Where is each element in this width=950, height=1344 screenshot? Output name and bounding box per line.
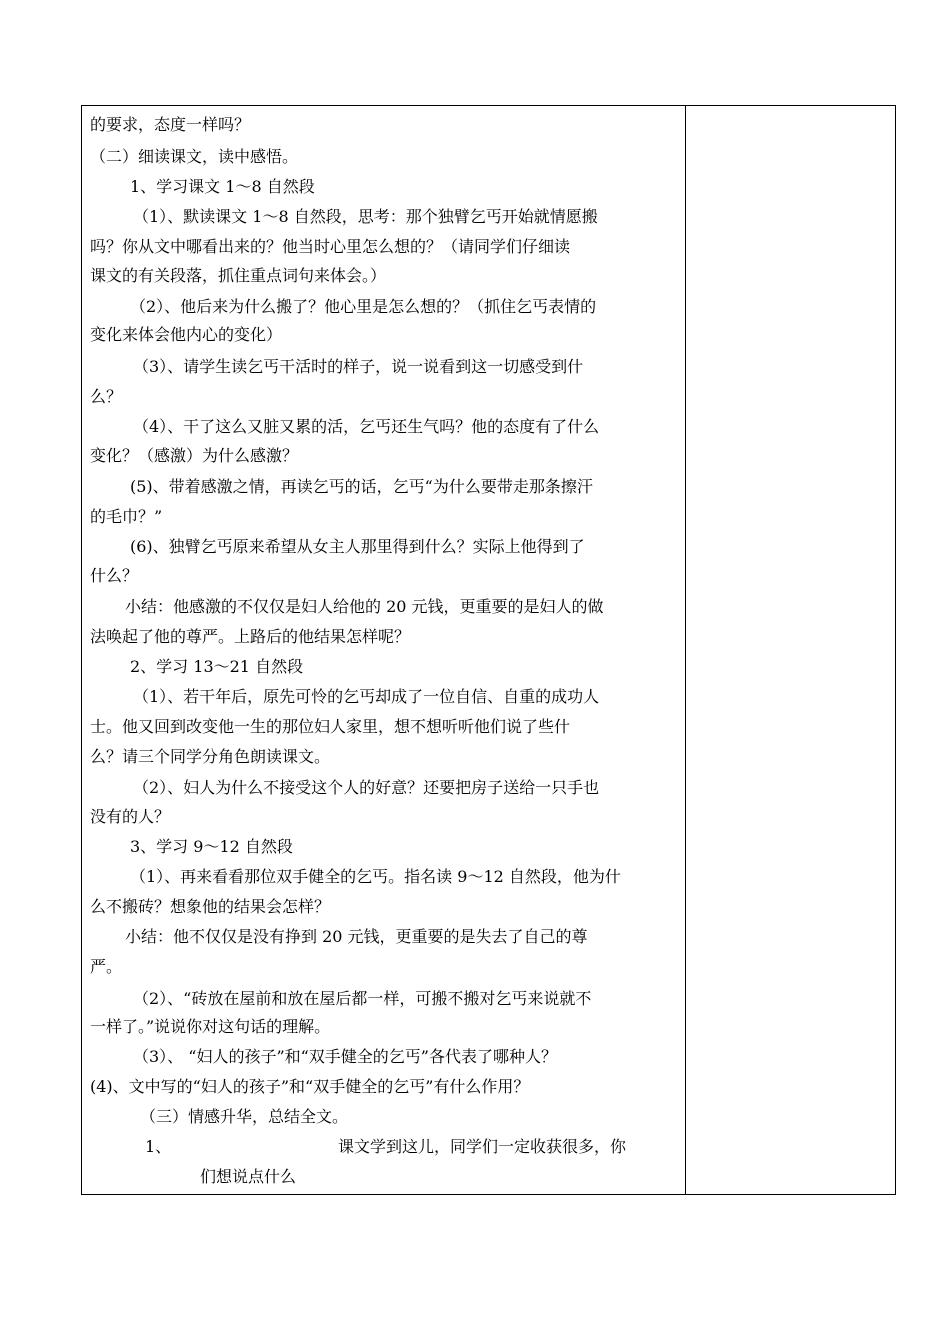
lesson-content-cell [90, 106, 678, 1194]
text-line: 么不搬砖？想象他的结果会怎样？ [90, 897, 331, 916]
text-line: （4）、干了这么又脏又累的活，乞丐还生气吗？他的态度有了什么 [133, 417, 600, 436]
text-line: （1）、若干年后，原先可怜的乞丐却成了一位自信、自重的成功人 [133, 687, 600, 706]
lesson-plan-table [81, 105, 896, 1195]
text-line: 的要求，态度一样吗？ [90, 115, 251, 134]
summary-line: 严。 [90, 957, 123, 976]
list-marker: 1、 [145, 1137, 172, 1156]
text-line: 变化？（感激）为什么感激？ [90, 446, 299, 465]
summary-line: 法唤起了他的尊严。上路后的他结果怎样呢？ [90, 627, 411, 646]
text-line: 士。他又回到改变他一生的那位妇人家里，想不想听听他们说了些什 [90, 717, 571, 736]
text-line: （3）、请学生读乞丐干活时的样子，说一说看到这一切感受到什 [133, 357, 584, 376]
text-line: （1）、默读课文 1～8 自然段，思考：那个独臂乞丐开始就情愿搬 [133, 207, 598, 226]
subsection-heading: 3、学习 9～12 自然段 [130, 837, 293, 856]
section-heading: （三）情感升华，总结全文。 [140, 1107, 349, 1126]
text-line: (5)、带着感激之情，再读乞丐的话，乞丐“为什么要带走那条擦汗 [130, 477, 593, 496]
text-line: 一样了。”说说你对这句话的理解。 [90, 1017, 331, 1036]
text-line: 什么？ [90, 566, 139, 585]
summary-line: 小结：他感激的不仅仅是妇人给他的 20 元钱，更重要的是妇人的做 [125, 597, 604, 616]
text-line: （1）、再来看看那位双手健全的乞丐。指名读 9～12 自然段，他为什 [130, 867, 621, 886]
section-heading: （二）细读课文，读中感悟。 [90, 147, 299, 166]
text-line: 的毛巾？” [90, 507, 163, 526]
text-line: （2）、“砖放在屋前和放在屋后都一样，可搬不搬对乞丐来说就不 [133, 989, 592, 1008]
notes-cell [686, 106, 895, 1194]
text-line: 变化来体会他内心的变化） [90, 325, 283, 344]
text-line: 们想说点什么 [200, 1167, 297, 1186]
text-line: 么？请三个同学分角色朗读课文。 [90, 747, 331, 766]
text-line: 么？ [90, 387, 123, 406]
text-line: （2）、妇人为什么不接受这个人的好意？还要把房子送给一只手也 [133, 778, 600, 797]
text-line: （3）、 “妇人的孩子”和“双手健全的乞丐”各代表了哪种人？ [133, 1047, 557, 1066]
text-line: 没有的人？ [90, 807, 171, 826]
text-line: (4)、文中写的“妇人的孩子”和“双手健全的乞丐”有什么作用？ [90, 1077, 530, 1096]
text-line: (6)、独臂乞丐原来希望从女主人那里得到什么？实际上他得到了 [130, 537, 585, 556]
text-line: 课文学到这儿，同学们一定收获很多，你 [338, 1137, 627, 1156]
subsection-heading: 2、学习 13～21 自然段 [130, 657, 304, 676]
text-line: （2）、他后来为什么搬了？他心里是怎么想的？（抓住乞丐表情的 [130, 297, 597, 316]
summary-line: 小结：他不仅仅是没有挣到 20 元钱，更重要的是失去了自己的尊 [125, 927, 588, 946]
text-line: 课文的有关段落，抓住重点词句来体会。） [90, 266, 387, 285]
text-line: 吗？你从文中哪看出来的？他当时心里怎么想的？（请同学们仔细读 [90, 237, 571, 256]
subsection-heading: 1、学习课文 1～8 自然段 [130, 177, 315, 196]
